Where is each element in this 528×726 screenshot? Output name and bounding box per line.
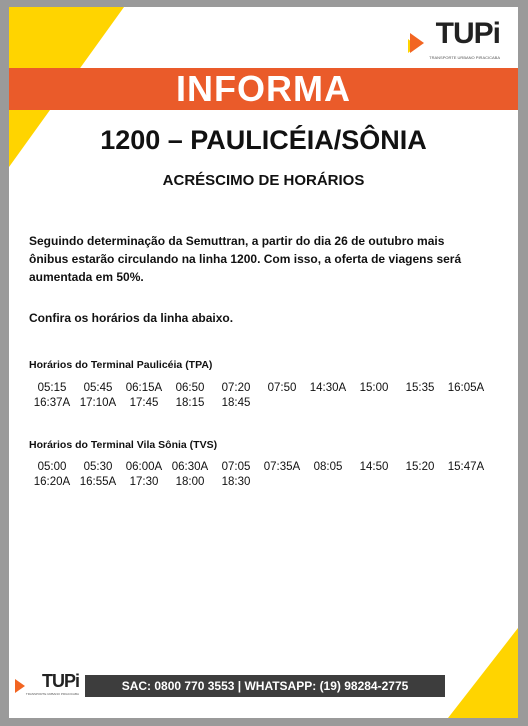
page-title: 1200 – PAULICÉIA/SÔNIA [100, 125, 427, 155]
schedule-time: 15:35 [405, 382, 435, 394]
banner-text: INFORMA [176, 68, 351, 109]
schedule-time: 16:20A [33, 476, 71, 488]
schedule-time: 18:45 [221, 397, 251, 409]
schedule-time: 05:45 [83, 382, 113, 394]
schedule-time: 07:20 [221, 382, 251, 394]
schedule-time: 07:35A [263, 461, 301, 473]
tupi-logo [408, 17, 500, 63]
schedule-label-tvs: Horários do Terminal Vila Sônia (TVS) [29, 439, 218, 451]
yellow-corner-bottom-right [448, 628, 518, 718]
schedule-times-tpa [29, 382, 509, 409]
schedule-time: 07:50 [267, 382, 297, 394]
schedule-time: 05:00 [37, 461, 67, 473]
logo-brand-text: TUPi [435, 17, 500, 50]
schedule-time: 17:10A [79, 397, 117, 409]
schedule-time: 16:05A [447, 382, 485, 394]
logo-tagline: TRANSPORTE URBANO PIRACICABA [429, 55, 500, 60]
schedule-time: 06:15A [125, 382, 163, 394]
schedule-time: 15:47A [447, 461, 485, 473]
logo-arrow-icon [410, 33, 424, 53]
schedule-label-tpa: Horários do Terminal Paulicéia (TPA) [29, 359, 213, 371]
schedule-time: 07:05 [221, 461, 251, 473]
schedule-time: 15:20 [405, 461, 435, 473]
schedule-time: 05:15 [37, 382, 67, 394]
page-subtitle: ACRÉSCIMO DE HORÁRIOS [162, 172, 365, 189]
footer-contact-bar [85, 675, 445, 697]
schedule-time: 14:30A [309, 382, 347, 394]
schedule-time: 06:00A [125, 461, 163, 473]
schedule-time: 14:50 [359, 461, 389, 473]
notice-sheet [9, 7, 518, 718]
logo-arrow-icon [15, 679, 25, 693]
schedule-time: 18:30 [221, 476, 251, 488]
footer-contact-text: SAC: 0800 770 3553 | WHATSAPP: (19) 98284-2775 [121, 679, 409, 693]
schedule-time: 06:50 [175, 382, 205, 394]
schedule-time: 16:55A [79, 476, 117, 488]
schedule-time: 05:30 [83, 461, 113, 473]
schedule-time: 17:45 [129, 397, 159, 409]
schedule-times-tvs [29, 461, 509, 488]
announcement-paragraph: Seguindo determinação da Semuttran, a partir do dia 26 de outubro mais ônibus estarão circulando na linha 1200. Com isso, a oferta de viagens será aumentada em 50%. [29, 234, 462, 284]
informa-banner [9, 68, 518, 110]
logo-brand-text-small: TUPi [41, 671, 79, 691]
schedule-time: 08:05 [313, 461, 343, 473]
tupi-logo-small [15, 671, 79, 699]
schedule-time: 15:00 [359, 382, 389, 394]
schedule-time: 17:30 [129, 476, 159, 488]
schedule-time: 16:37A [33, 397, 71, 409]
schedule-time: 18:15 [175, 397, 205, 409]
schedule-time: 18:00 [175, 476, 205, 488]
footer [9, 671, 518, 697]
logo-tagline-small: TRANSPORTE URBANO PIRACICABA [25, 692, 79, 696]
schedule-time: 06:30A [171, 461, 209, 473]
confira-text: Confira os horários da linha abaixo. [29, 311, 234, 325]
